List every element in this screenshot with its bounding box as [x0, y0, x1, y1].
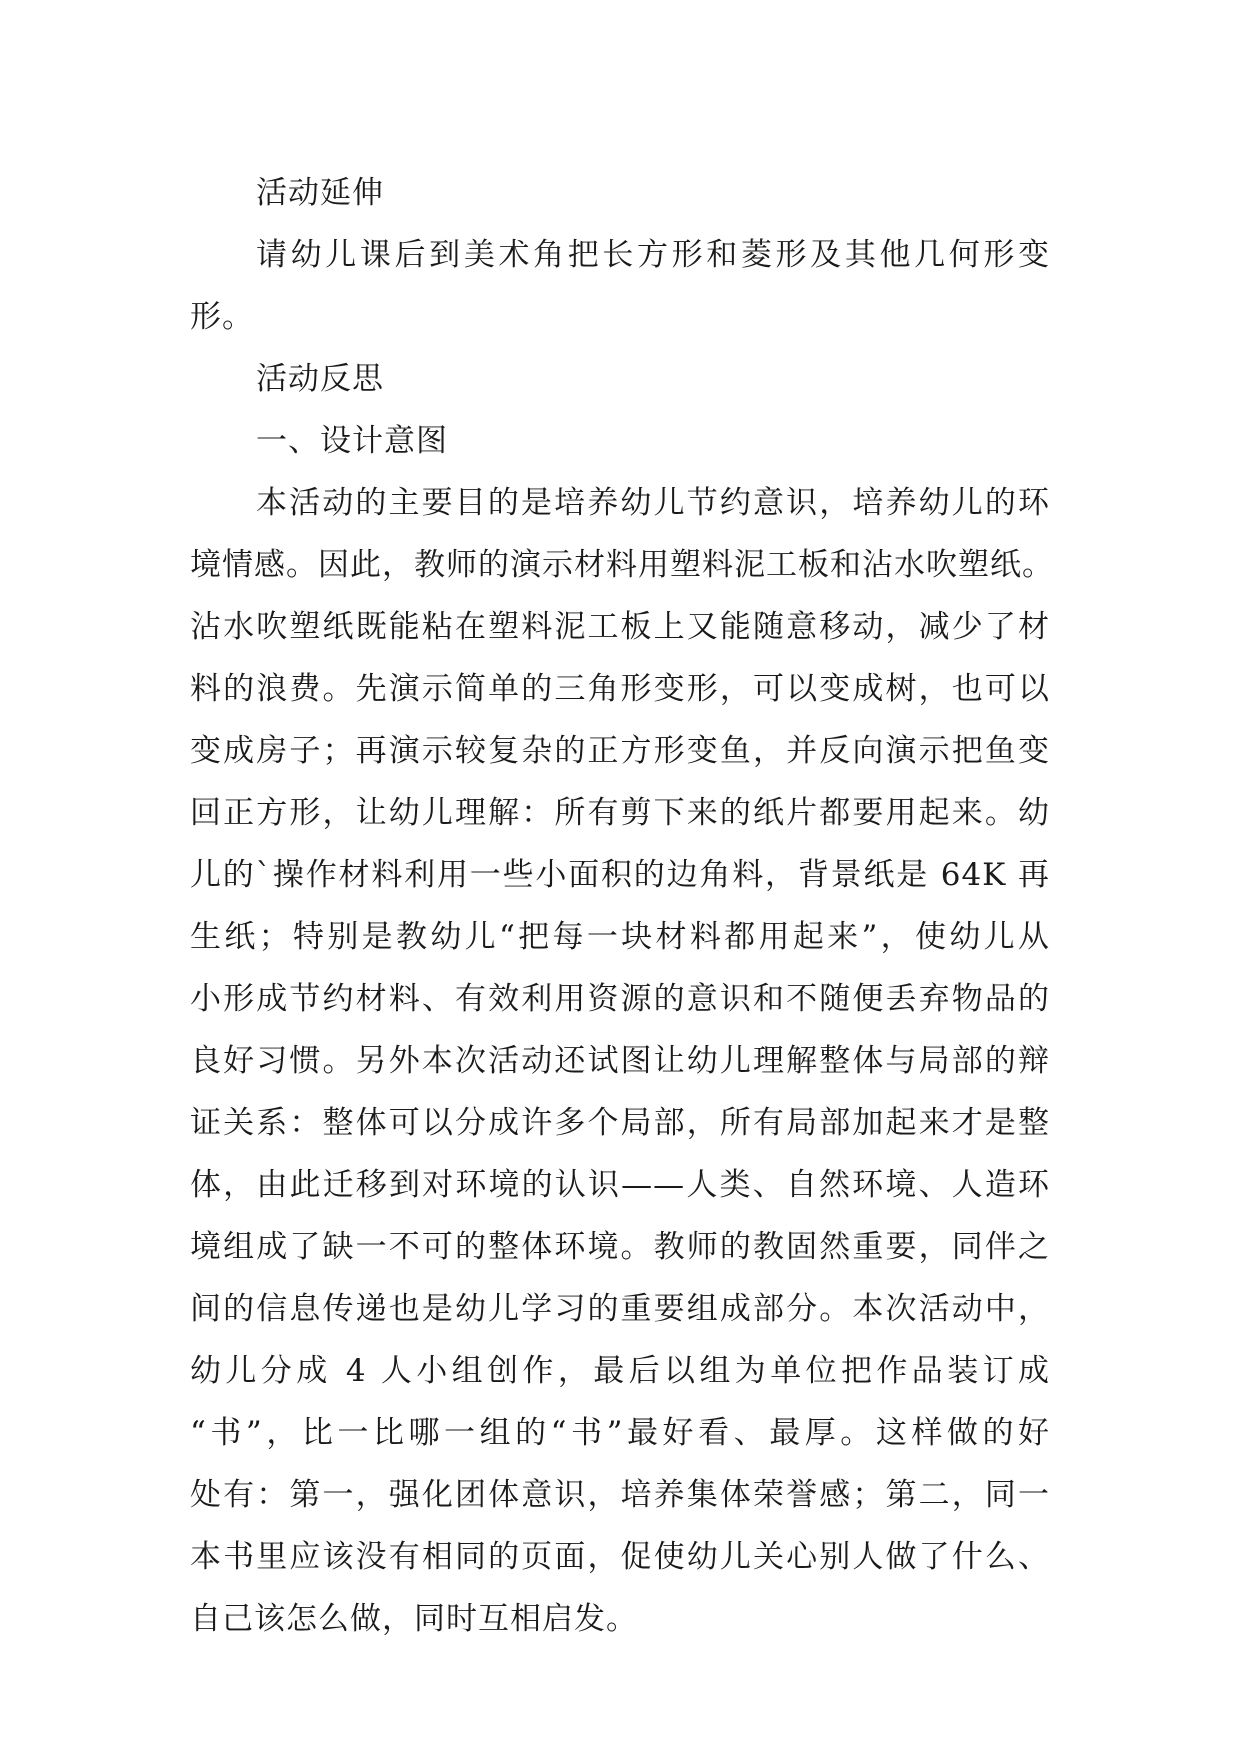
text-line: 境组成了缺一不可的整体环境。教师的教固然重要，同伴之 [190, 1229, 1050, 1265]
text-line: 料的浪费。先演示简单的三角形变形，可以变成树，也可以 [190, 671, 1050, 707]
text-line: 小形成节约材料、有效利用资源的意识和不随便丢弃物品的 [190, 981, 1050, 1017]
text-line: 形。 [190, 299, 254, 335]
text-line: 自己该怎么做，同时互相启发。 [190, 1601, 638, 1637]
text-line: 沾水吹塑纸既能粘在塑料泥工板上又能随意移动，减少了材 [190, 609, 1050, 645]
text-line: “书”，比一比哪一组的“书”最好看、最厚。这样做的好 [190, 1415, 1050, 1451]
text-line: 体，由此迁移到对环境的认识——人类、自然环境、人造环 [190, 1167, 1050, 1203]
text-line: 间的信息传递也是幼儿学习的重要组成部分。本次活动中， [190, 1291, 1050, 1327]
text-line: 变成房子；再演示较复杂的正方形变鱼，并反向演示把鱼变 [190, 733, 1050, 769]
text-line: 请幼儿课后到美术角把长方形和菱形及其他几何形变 [256, 237, 1050, 273]
text-line: 幼儿分成 4 人小组创作，最后以组为单位把作品装订成 [190, 1353, 1050, 1389]
text-line: 境情感。因此，教师的演示材料用塑料泥工板和沾水吹塑纸。 [190, 547, 1054, 583]
text-line: 活动延伸 [256, 175, 384, 211]
text-line: 活动反思 [256, 361, 384, 397]
text-line: 本书里应该没有相同的页面，促使幼儿关心别人做了什么、 [190, 1539, 1050, 1575]
text-line: 回正方形，让幼儿理解：所有剪下来的纸片都要用起来。幼 [190, 795, 1050, 831]
text-line: 证关系：整体可以分成许多个局部，所有局部加起来才是整 [190, 1105, 1050, 1141]
text-line: 本活动的主要目的是培养幼儿节约意识，培养幼儿的环 [256, 485, 1050, 521]
text-line: 儿的`操作材料利用一些小面积的边角料，背景纸是 64K 再 [190, 857, 1050, 893]
text-line: 处有：第一，强化团体意识，培养集体荣誉感；第二，同一 [190, 1477, 1050, 1513]
text-line: 良好习惯。另外本次活动还试图让幼儿理解整体与局部的辩 [190, 1043, 1050, 1079]
text-line: 生纸；特别是教幼儿“把每一块材料都用起来”，使幼儿从 [190, 919, 1050, 955]
body-text [190, 162, 1054, 1650]
text-line: 一、设计意图 [256, 423, 448, 459]
